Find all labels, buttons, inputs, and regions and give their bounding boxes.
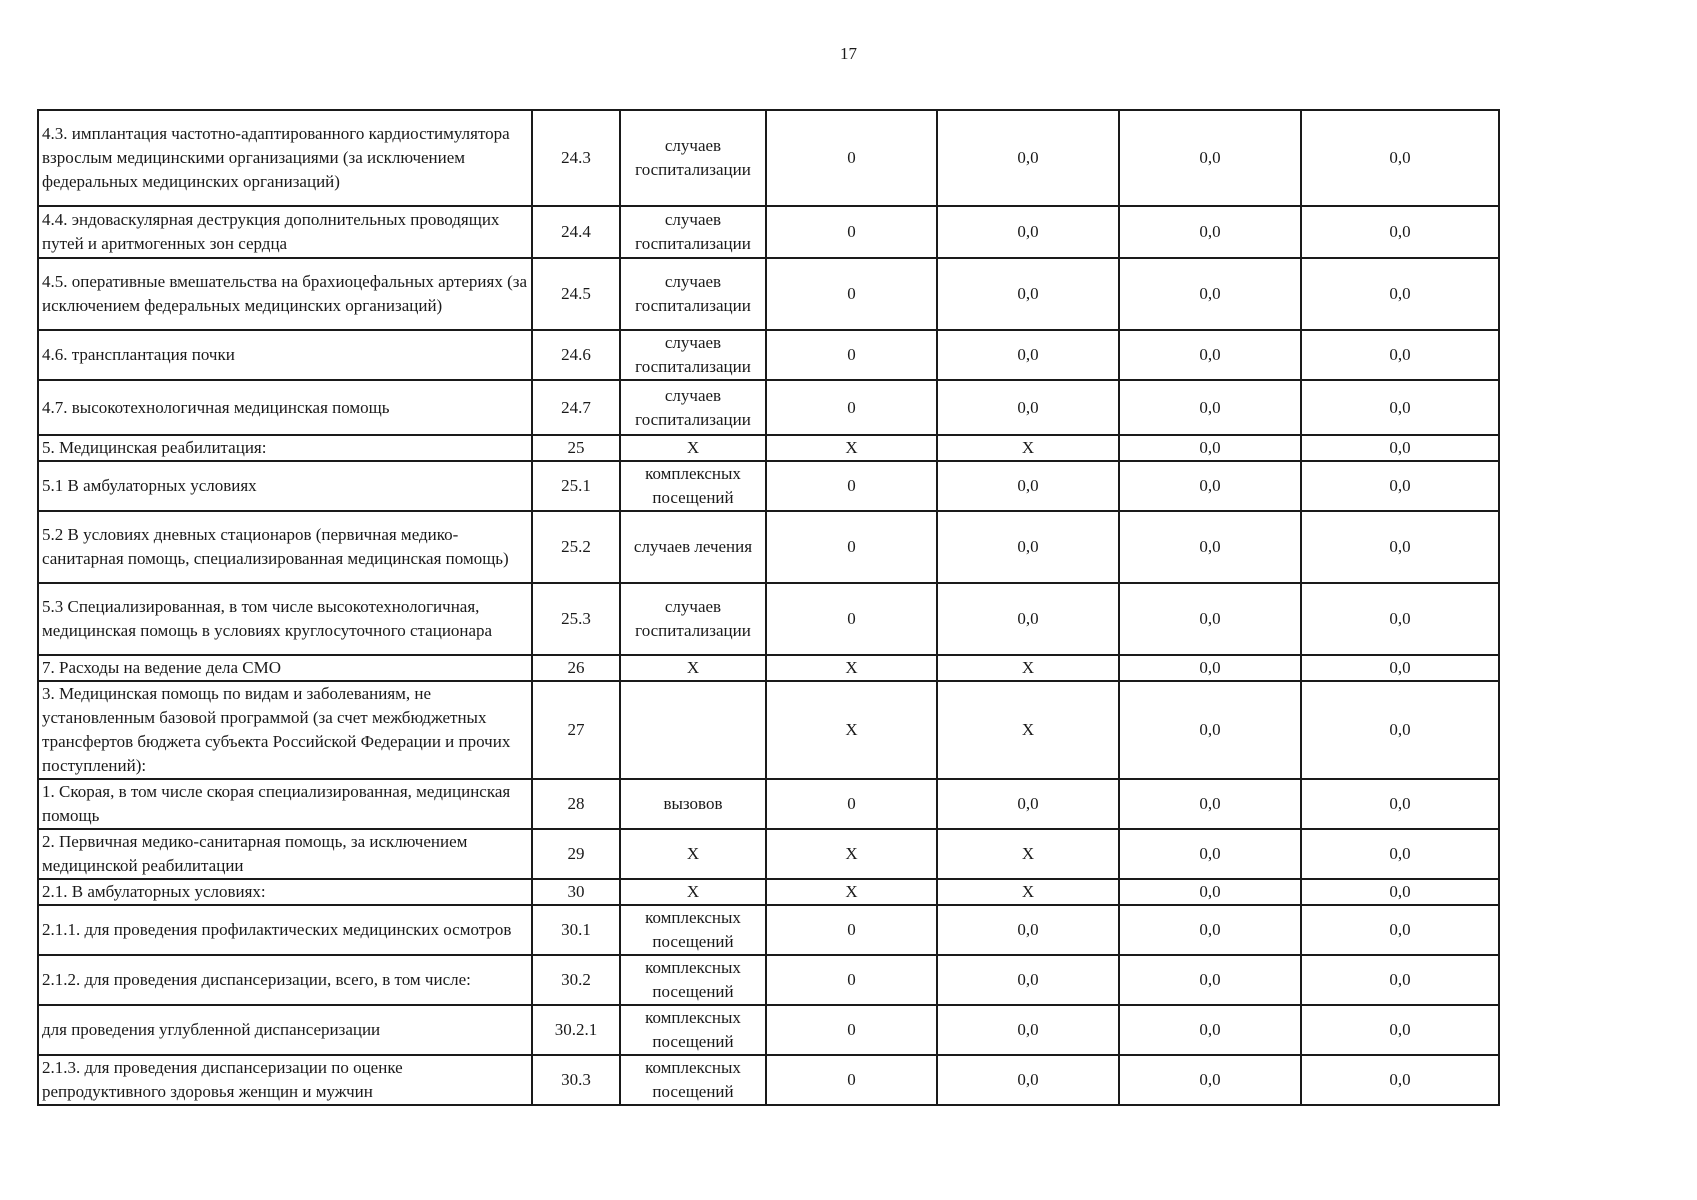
- row-value-1: 0: [766, 511, 937, 583]
- table-row: [38, 258, 1499, 330]
- table-row: [38, 330, 1499, 380]
- row-code: 28: [532, 779, 620, 829]
- row-value-3: 0,0: [1119, 779, 1301, 829]
- row-value-2: Х: [937, 655, 1119, 681]
- row-unit: случаев госпитализации: [620, 258, 766, 330]
- row-unit: вызовов: [620, 779, 766, 829]
- row-name: 5.2 В условиях дневных стационаров (первичная медико-санитарная помощь, специализированная медицинская помощь): [38, 511, 532, 583]
- row-value-2: Х: [937, 681, 1119, 779]
- row-value-3: 0,0: [1119, 461, 1301, 511]
- row-value-4: 0,0: [1301, 380, 1499, 435]
- row-code: 30.3: [532, 1055, 620, 1105]
- row-value-2: 0,0: [937, 206, 1119, 258]
- row-value-3: 0,0: [1119, 583, 1301, 655]
- page-number: 17: [840, 44, 857, 63]
- table-row: [38, 779, 1499, 829]
- row-unit: случаев госпитализации: [620, 206, 766, 258]
- row-unit: Х: [620, 829, 766, 879]
- row-value-4: 0,0: [1301, 1005, 1499, 1055]
- row-value-2: 0,0: [937, 511, 1119, 583]
- table-row: [38, 955, 1499, 1005]
- row-unit: комплексных посещений: [620, 1055, 766, 1105]
- row-value-1: 0: [766, 380, 937, 435]
- row-value-2: 0,0: [937, 905, 1119, 955]
- row-value-1: 0: [766, 461, 937, 511]
- row-value-4: 0,0: [1301, 905, 1499, 955]
- row-unit: Х: [620, 879, 766, 905]
- row-value-2: 0,0: [937, 779, 1119, 829]
- row-value-4: 0,0: [1301, 435, 1499, 461]
- table-row: [38, 380, 1499, 435]
- row-value-4: 0,0: [1301, 461, 1499, 511]
- row-value-1: 0: [766, 1055, 937, 1105]
- row-name: 4.3. имплантация частотно-адаптированного кардиостимулятора взрослым медицинскими организациями (за исключением федеральных медицинских организаций): [38, 110, 532, 206]
- row-value-1: 0: [766, 330, 937, 380]
- row-value-1: Х: [766, 681, 937, 779]
- table-row: [38, 655, 1499, 681]
- row-name: 5. Медицинская реабилитация:: [38, 435, 532, 461]
- table-row: [38, 435, 1499, 461]
- row-value-3: 0,0: [1119, 511, 1301, 583]
- row-value-1: 0: [766, 258, 937, 330]
- table-row: [38, 110, 1499, 206]
- row-value-1: 0: [766, 905, 937, 955]
- row-unit: случаев госпитализации: [620, 380, 766, 435]
- row-value-2: 0,0: [937, 1055, 1119, 1105]
- row-unit: комплексных посещений: [620, 1005, 766, 1055]
- row-value-3: 0,0: [1119, 110, 1301, 206]
- row-unit: комплексных посещений: [620, 905, 766, 955]
- row-name: 2.1.3. для проведения диспансеризации по оценке репродуктивного здоровья женщин и мужчин: [38, 1055, 532, 1105]
- row-value-3: 0,0: [1119, 905, 1301, 955]
- row-name: 4.4. эндоваскулярная деструкция дополнительных проводящих путей и аритмогенных зон сердца: [38, 206, 532, 258]
- row-name: 2. Первичная медико-санитарная помощь, за исключением медицинской реабилитации: [38, 829, 532, 879]
- row-value-2: 0,0: [937, 461, 1119, 511]
- row-code: 30: [532, 879, 620, 905]
- table-row: [38, 681, 1499, 779]
- row-code: 25: [532, 435, 620, 461]
- table-body: [38, 110, 1499, 1105]
- row-name: 4.7. высокотехнологичная медицинская помощь: [38, 380, 532, 435]
- data-table: [37, 109, 1500, 1106]
- row-unit: случаев госпитализации: [620, 330, 766, 380]
- row-unit: случаев лечения: [620, 511, 766, 583]
- row-value-4: 0,0: [1301, 681, 1499, 779]
- table-row: [38, 905, 1499, 955]
- row-code: 24.3: [532, 110, 620, 206]
- row-value-3: 0,0: [1119, 258, 1301, 330]
- row-value-3: 0,0: [1119, 330, 1301, 380]
- row-code: 30.2: [532, 955, 620, 1005]
- row-value-1: 0: [766, 110, 937, 206]
- row-name: 3. Медицинская помощь по видам и заболеваниям, не установленным базовой программой (за счет межбюджетных трансфертов бюджета субъекта Российской Федерации и прочих поступлений):: [38, 681, 532, 779]
- row-value-4: 0,0: [1301, 206, 1499, 258]
- row-value-2: 0,0: [937, 380, 1119, 435]
- row-name: 1. Скорая, в том числе скорая специализированная, медицинская помощь: [38, 779, 532, 829]
- row-value-2: 0,0: [937, 1005, 1119, 1055]
- row-value-1: Х: [766, 435, 937, 461]
- row-value-1: Х: [766, 655, 937, 681]
- row-name: 5.1 В амбулаторных условиях: [38, 461, 532, 511]
- row-name: 2.1.2. для проведения диспансеризации, всего, в том числе:: [38, 955, 532, 1005]
- row-value-4: 0,0: [1301, 110, 1499, 206]
- row-code: 27: [532, 681, 620, 779]
- table-row: [38, 1005, 1499, 1055]
- row-name: 2.1. В амбулаторных условиях:: [38, 879, 532, 905]
- row-code: 29: [532, 829, 620, 879]
- row-value-3: 0,0: [1119, 435, 1301, 461]
- row-code: 24.4: [532, 206, 620, 258]
- row-value-3: 0,0: [1119, 380, 1301, 435]
- row-unit: Х: [620, 435, 766, 461]
- row-value-3: 0,0: [1119, 1005, 1301, 1055]
- row-name: 4.6. трансплантация почки: [38, 330, 532, 380]
- row-value-1: 0: [766, 583, 937, 655]
- row-code: 25.3: [532, 583, 620, 655]
- row-code: 24.6: [532, 330, 620, 380]
- row-value-3: 0,0: [1119, 206, 1301, 258]
- row-code: 30.1: [532, 905, 620, 955]
- row-code: 24.7: [532, 380, 620, 435]
- row-value-1: 0: [766, 955, 937, 1005]
- row-value-4: 0,0: [1301, 829, 1499, 879]
- row-value-1: Х: [766, 879, 937, 905]
- row-name: для проведения углубленной диспансеризации: [38, 1005, 532, 1055]
- table-row: [38, 583, 1499, 655]
- row-value-3: 0,0: [1119, 1055, 1301, 1105]
- row-value-4: 0,0: [1301, 583, 1499, 655]
- row-name: 4.5. оперативные вмешательства на брахиоцефальных артериях (за исключением федеральных медицинских организаций): [38, 258, 532, 330]
- table-row: [38, 1055, 1499, 1105]
- row-value-4: 0,0: [1301, 511, 1499, 583]
- row-value-3: 0,0: [1119, 655, 1301, 681]
- row-name: 5.3 Специализированная, в том числе высокотехнологичная, медицинская помощь в условиях круглосуточного стационара: [38, 583, 532, 655]
- row-code: 24.5: [532, 258, 620, 330]
- row-unit: случаев госпитализации: [620, 583, 766, 655]
- row-unit: случаев госпитализации: [620, 110, 766, 206]
- row-value-3: 0,0: [1119, 955, 1301, 1005]
- table-row: [38, 511, 1499, 583]
- row-name: 7. Расходы на ведение дела СМО: [38, 655, 532, 681]
- row-value-4: 0,0: [1301, 330, 1499, 380]
- row-value-2: 0,0: [937, 330, 1119, 380]
- row-code: 30.2.1: [532, 1005, 620, 1055]
- row-value-1: 0: [766, 779, 937, 829]
- row-unit: Х: [620, 655, 766, 681]
- row-value-3: 0,0: [1119, 879, 1301, 905]
- row-value-2: 0,0: [937, 258, 1119, 330]
- row-value-4: 0,0: [1301, 655, 1499, 681]
- row-value-2: Х: [937, 879, 1119, 905]
- row-unit: комплексных посещений: [620, 461, 766, 511]
- row-value-2: 0,0: [937, 583, 1119, 655]
- row-value-4: 0,0: [1301, 258, 1499, 330]
- row-value-3: 0,0: [1119, 681, 1301, 779]
- row-unit: комплексных посещений: [620, 955, 766, 1005]
- row-unit: [620, 681, 766, 779]
- row-code: 25.2: [532, 511, 620, 583]
- table-row: [38, 829, 1499, 879]
- row-value-4: 0,0: [1301, 1055, 1499, 1105]
- table-row: [38, 206, 1499, 258]
- row-value-2: Х: [937, 829, 1119, 879]
- row-value-2: Х: [937, 435, 1119, 461]
- row-value-4: 0,0: [1301, 955, 1499, 1005]
- row-name: 2.1.1. для проведения профилактических медицинских осмотров: [38, 905, 532, 955]
- row-value-4: 0,0: [1301, 879, 1499, 905]
- row-value-1: Х: [766, 829, 937, 879]
- row-code: 25.1: [532, 461, 620, 511]
- row-value-2: 0,0: [937, 955, 1119, 1005]
- row-value-3: 0,0: [1119, 829, 1301, 879]
- row-code: 26: [532, 655, 620, 681]
- table-row: [38, 879, 1499, 905]
- table-row: [38, 461, 1499, 511]
- row-value-1: 0: [766, 206, 937, 258]
- row-value-4: 0,0: [1301, 779, 1499, 829]
- row-value-2: 0,0: [937, 110, 1119, 206]
- row-value-1: 0: [766, 1005, 937, 1055]
